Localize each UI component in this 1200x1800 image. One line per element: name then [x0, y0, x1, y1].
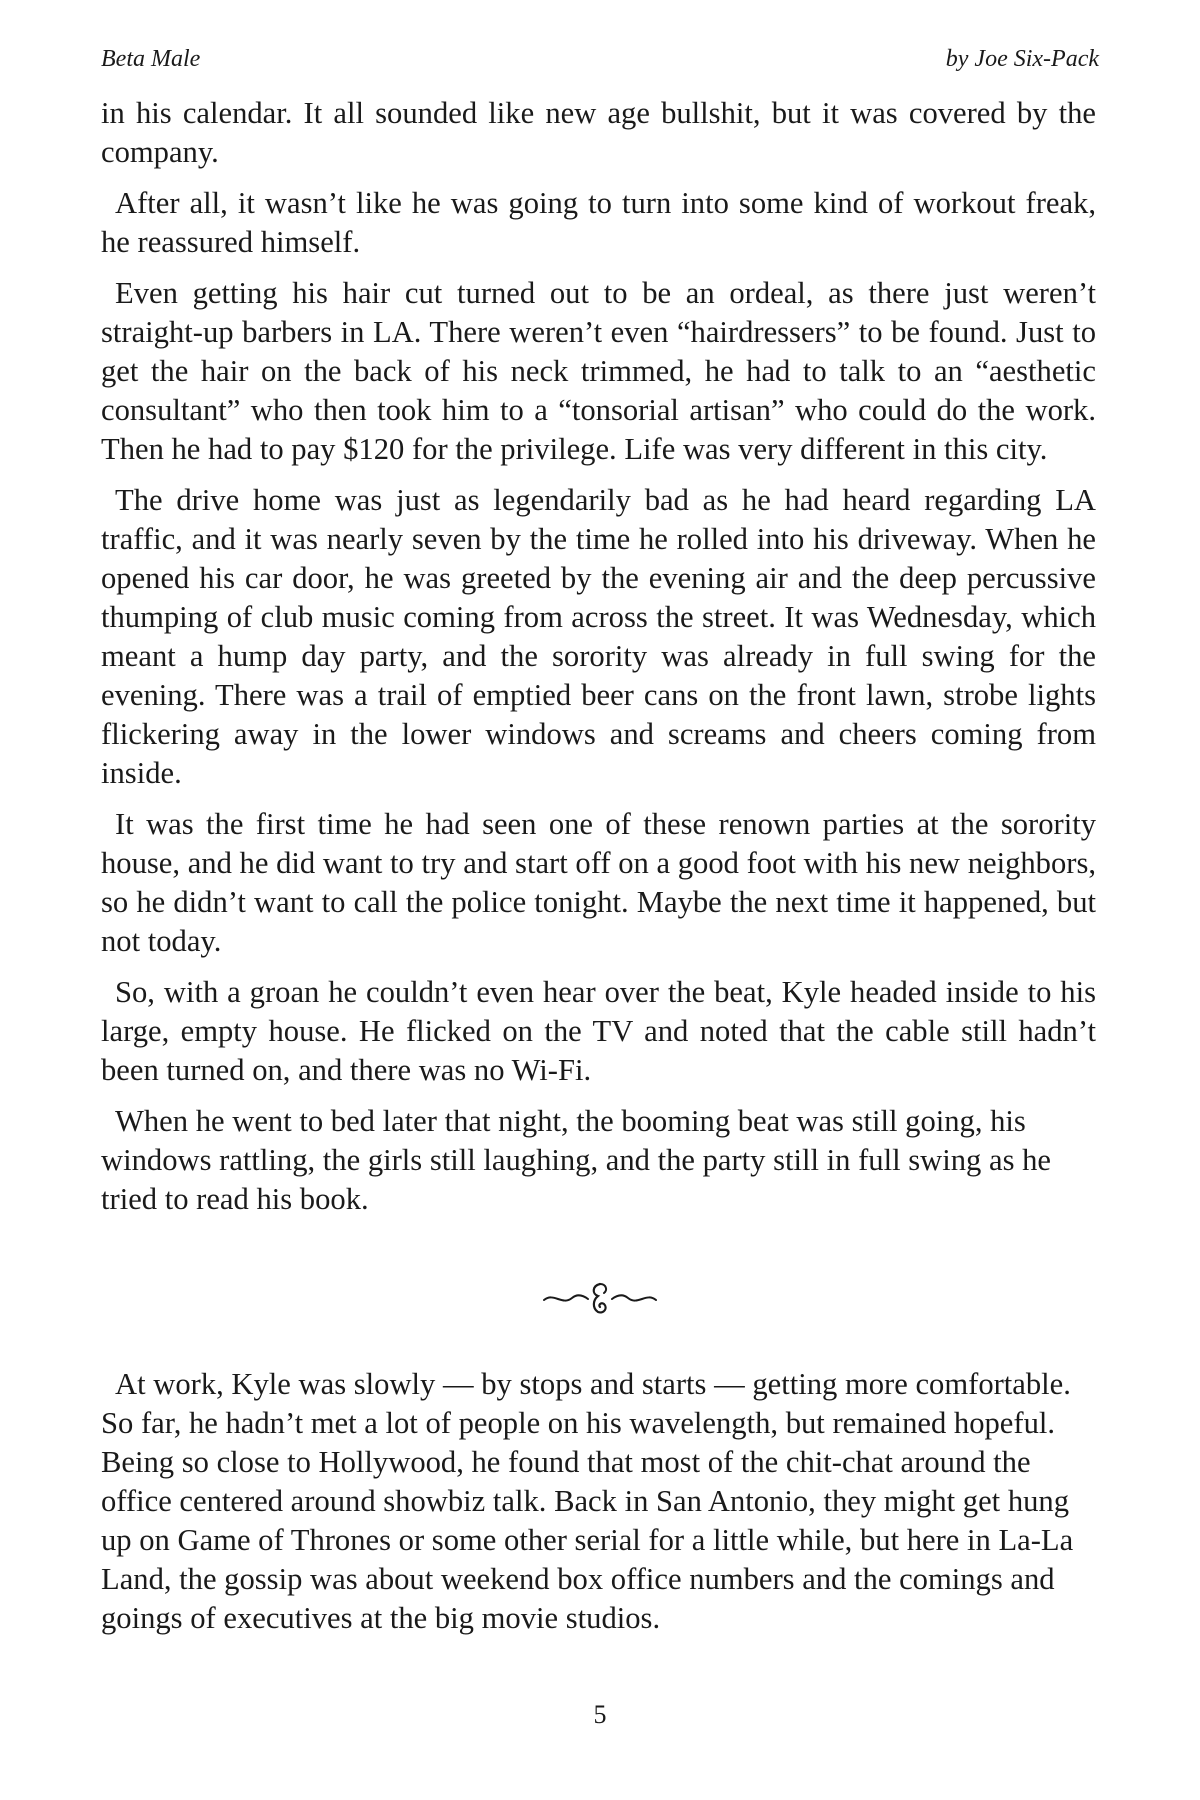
body-text-after-break	[101, 1365, 1096, 1650]
paragraph: When he went to bed later that night, the booming beat was still going, his windows rattling, the girls still laughing, and the party still in full swing as he tried to read his book.	[101, 1104, 1052, 1216]
paragraph: The drive home was just as legendarily bad as he had heard regarding LA traffic, and it was nearly seven by the time he rolled into his driveway. When he opened his car door, he was greeted by the evening air and the deep percussive thumping of club music coming from across the street. It was Wednesday, which meant a hump day party, and the sorority was already in full swing for the evening. There was a trail of emptied beer cans on the front lawn, strobe lights flickering away in the lower windows and screams and cheers coming from inside.	[101, 483, 1096, 790]
book-title: Beta Male	[101, 46, 201, 72]
paragraph: Even getting his hair cut turned out to be an ordeal, as there just weren’t straight-up barbers in LA. There weren’t even “hairdressers” to be found. Just to get the hair on the back of his neck trimmed, he had to talk to an “aesthetic consultant” who then took him to a “tonsorial artisan” who could do the work. Then he had to pay $120 for the privilege. Life was very different in this city.	[101, 276, 1096, 466]
page-number: 5	[593, 1700, 607, 1729]
paragraph: It was the first time he had seen one of these renown parties at the sorority house, and he did want to try and start off on a good foot with his new neighbors, so he didn’t want to call the police tonight. Maybe the next time it happened, but not today.	[101, 807, 1096, 958]
paragraph-continuation: in his calendar. It all sounded like new age bullshit, but it was covered by the company.	[101, 96, 1096, 169]
ornamental-flourish-icon	[540, 1278, 660, 1318]
running-header	[101, 46, 1099, 76]
author-line: by Joe Six-Pack	[945, 46, 1099, 72]
paragraph: After all, it wasn’t like he was going to turn into some kind of workout freak, he reassured himself.	[101, 186, 1096, 259]
body-text-before-break	[101, 94, 1096, 1231]
paragraph: So, with a groan he couldn’t even hear over the beat, Kyle headed inside to his large, empty house. He flicked on the TV and noted that the cable still hadn’t been turned on, and there was no Wi-Fi.	[101, 975, 1096, 1087]
paragraph: At work, Kyle was slowly — by stops and starts — getting more comfortable. So far, he hadn’t met a lot of people on his wavelength, but remained hopeful. Being so close to Hollywood, he found that most of the chit-chat around the office centered around showbiz talk. Back in San Antonio, they might get hung up on Game of Thrones or some other serial for a little while, but here in La-La Land, the gossip was about weekend box office numbers and the comings and goings of executives at the big movie studios.	[101, 1367, 1074, 1635]
